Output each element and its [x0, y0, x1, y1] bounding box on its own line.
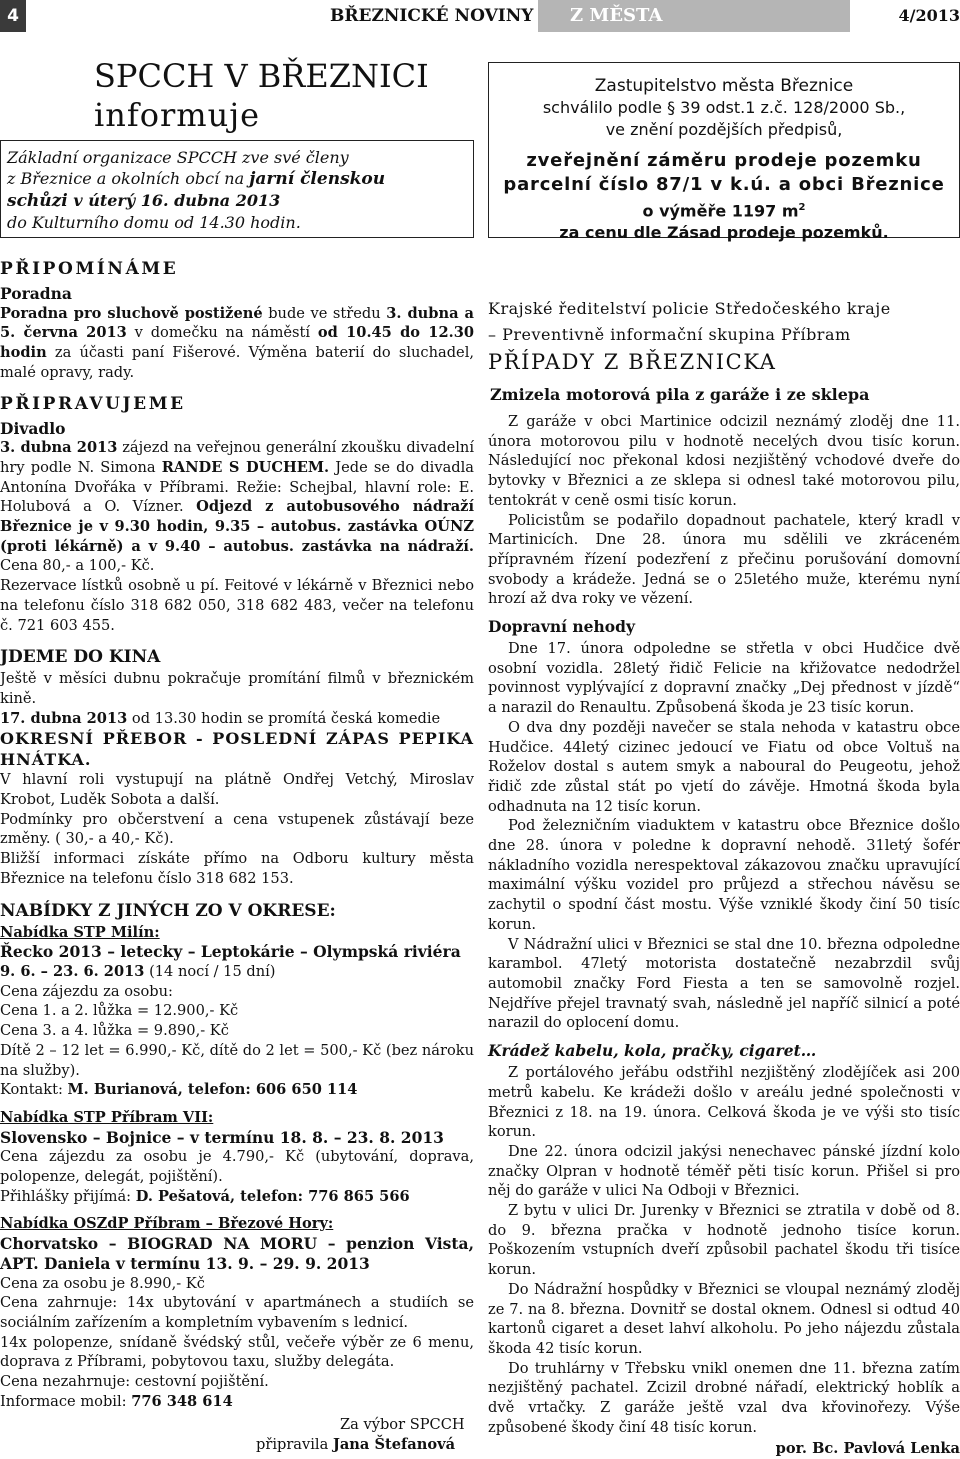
police-signature: por. Bc. Pavlová Lenka	[775, 1440, 960, 1458]
invite-line-3: schůzi v úterý 16. dubna 2013	[7, 191, 281, 211]
council-line-4: zveřejnění záměru prodeje pozemku	[526, 150, 922, 171]
story-2-p4: V Nádražní ulici v Březnici se stal dne 10. března odpoledne karambol. 47letý motorista dostatečně nezabrzdil svůj automobil značky Ford Fiesta a ten se samovolně rozjel. Nejdříve přejel travnatý svah, následně jel napříč silnicí a poté narazil do oplocení domu.	[488, 935, 960, 1032]
divadlo-reservation: Rezervace lístků osobně u pí. Feitové v lékárně v Březnici nebo na telefonu číslo 318 682 050, 318 682 483, večer na telefonu č. 721 603 455.	[0, 577, 474, 634]
divadlo-text: 3. dubna 2013 zájezd na veřejnou generální zkoušku divadelní hry podle N. Simona RANDE S DUCHEM. Jede se do divadla Antonína Dvořáka v Příbrami. Režie: Schejbal, hlavní role: E. Holubová a O. Vízner. Odjezd z autobusového nádraží Březnice je v 9.30 hodin, 9.35 – autobus. zastávka OÚNZ (proti lékárně) a v 9.40 – autobus. zastávka na nádraží. Cena 80,- a 100,- Kč.	[0, 439, 475, 575]
issue-number: 4/2013	[898, 6, 960, 25]
invitation-box	[0, 140, 474, 238]
kino-text-5: Bližší informaci získáte přímo na Odboru kultury města Březnice na telefonu číslo 318 682 153.	[0, 850, 474, 887]
council-line-7: za cenu dle Zásad prodeje pozemků.	[559, 223, 889, 243]
pripravujeme-heading: PŘIPRAVUJEME	[0, 393, 186, 414]
offer-3-line-2: Cena zahrnuje: 14x ubytování v apartmánech a studiích se sociálním zařízením a kompletním vybavením s lednicí.	[0, 1294, 474, 1331]
nabidky-heading: NABÍDKY Z JINÝCH ZO V OKRESE:	[0, 900, 336, 921]
newspaper-title: BŘEZNICKÉ NOVINY	[330, 6, 534, 26]
police-org: Krajské ředitelství policie Středočeského kraje – Preventivně informační skupina Příbram	[488, 299, 891, 344]
offer-1-line-4: Dítě 2 – 12 let = 6.990,- Kč, dítě do 2 let = 500,- Kč (bez nároku na služby).	[0, 1041, 474, 1079]
spcc-title: SPCCH V BŘEZNICI	[94, 57, 429, 95]
offer-3-mobile: Informace mobil: 776 348 614	[0, 1392, 233, 1410]
story-3-title: Krádež kabelu, kola, pračky, cigaret…	[488, 1041, 817, 1061]
offer-2-contact: Přihlášky přijímá: D. Pešatová, telefon: 776 865 566	[0, 1187, 410, 1205]
signature-line-1: Za výbor SPCCH	[340, 1416, 465, 1434]
offer-1-line-3: Cena 3. a 4. lůžka = 9.890,- Kč	[0, 1022, 229, 1040]
pripominame-heading: PŘIPOMÍNÁME	[0, 259, 179, 279]
offer-1-contact: Kontakt: M. Burianová, telefon: 606 650 114	[0, 1081, 358, 1099]
offer-3-line-4: Cena nezahrnuje: cestovní pojištění.	[0, 1373, 269, 1391]
police-heading: PŘÍPADY Z BŘEZNICKA	[488, 350, 777, 374]
offer-1-line-1: Cena zájezdu za osobu:	[0, 982, 173, 1000]
story-2-p1: Dne 17. února odpoledne se střetla v obci Hudčice dvě osobní vozidla. 28letý řidič Felicie na křižovatce nedodržel povinnost vyplývající z dopravní značky „Dej přednost v jízdě“ a narazil do Renaultu. Způsobená škoda je 23 tisíc korun.	[488, 640, 960, 717]
kino-text-1: Ještě v měsíci dubnu pokračuje promítání filmů v březnickém kině.	[0, 670, 474, 707]
offer-1-line-2: Cena 1. a 2. lůžka = 12.900,- Kč	[0, 1002, 239, 1020]
story-2-p2: O dva dny později navečer se stala nehoda v katastru obce Hudčice. 44letý cizinec jedoucí ve Fiatu od obce Voltuš na Roželov dostal s autem smyk a naboural do Peugeotu, jehož řidič zde zůstal stát po vjetí do závěje. Hmotná škoda byla odhadnuta na 12 tisíc korun.	[488, 718, 960, 815]
offer-1-title: Řecko 2013 – letecky – Leptokárie – Olympská riviéra	[0, 942, 461, 962]
council-line-5: parcelní číslo 87/1 v k.ú. a obci Březnice	[503, 174, 945, 195]
invite-line-1: Základní organizace SPCCH zve své členy	[7, 148, 349, 167]
offer-3-title: Chorvatsko – BIOGRAD NA MORU – penzion Vista, APT. Daniela v termínu 13. 9. – 29. 9. 2013	[0, 1234, 474, 1273]
kino-text-2: 17. dubna 2013 od 13.30 hodin se promítá česká komedie	[0, 709, 441, 727]
spcc-subtitle: informuje	[94, 96, 261, 134]
kino-heading: JDEME DO KINA	[0, 647, 161, 668]
council-line-3: ve znění pozdějších předpisů,	[605, 120, 843, 139]
offer-1-date: 9. 6. – 23. 6. 2013 (14 nocí / 15 dní)	[0, 962, 276, 980]
page-header	[0, 0, 960, 32]
story-3-p3: Z bytu v ulici Dr. Jurenky v Březnici se ztratila v době od 8. do 9. března pračka v hodnotě jednoho tisíce korun. Poškozením vstupních dveří způsobil pachatel škodu tři tisíce korun.	[488, 1202, 960, 1279]
story-1-p2: Policistům se podařilo dopadnout pachatele, který kradl v Martinicích. Dne 28. února mu sdělili ve zkráceném přípravném řízení podezření z přečinu porušování domovní svobody a krádeže. Jedná se o 25letého muže, kterému nyní hrozí až dva roky ve vězení.	[488, 511, 960, 608]
poradna-heading: Poradna	[0, 284, 72, 303]
offer-2-org: Nabídka STP Příbram VII:	[0, 1108, 214, 1126]
offer-2-line-1: Cena zájezdu za osobu je 4.790,- Kč (ubytování, doprava, polopenze, delegát, pojištění).	[0, 1148, 474, 1186]
page-number: 4	[0, 0, 26, 32]
kino-text-3: V hlavní roli vystupují na plátně Ondřej Vetchý, Miroslav Krobot, Luděk Sobota a další.	[0, 771, 474, 809]
offer-1-org: Nabídka STP Milín:	[0, 923, 160, 941]
kino-text-4: Podmínky pro občerstvení a cena vstupenek zůstávají beze změny. ( 30,- a 40,- Kč).	[0, 810, 474, 848]
story-3-p1: Z portálového jeřábu odstřihl nezjištěný zlodějíček asi 200 metrů kabelu. Ke krádeži došlo v areálu jedné společnosti v Březnici z 18. na 19. února. Celková škoda je ve výši sto tisíc korun.	[488, 1064, 960, 1141]
story-3-p5: Do truhlárny v Třebsku vnikl onemen dne 11. března zatím nezjištěný pachatel. Zcizil drobné nářadí, elektrický hoblík a dvě vrtačky. Z garáže ještě vzal dva křovinořezy. Výše způsobené škody činí 48 tisíc korun.	[488, 1359, 960, 1436]
council-line-2: schválilo podle § 39 odst.1 z.č. 128/2000 Sb.,	[542, 98, 906, 117]
right-column-text	[488, 412, 960, 1459]
poradna-text: Poradna pro sluchově postižené bude ve středu 3. dubna a 5. června 2013 v domečku na náměstí od 10.45 do 12.30 hodin za účasti paní Fišerové. Výměna baterií do sluchadel, malé opravy, rady.	[0, 304, 475, 381]
council-notice-box	[488, 62, 960, 243]
offer-3-line-1: Cena za osobu je 8.990,- Kč	[0, 1274, 205, 1292]
invite-line-2: z Březnice a okolních obcí na jarní členskou	[7, 169, 386, 189]
story-3-p2: Dne 22. února odcizil jakýsi nenechavec pánské jízdní kolo značky Olpran v hodnotě téměř pěti tisíc korun. Přišel si pro něj do garáže v ulici Na Odboji v Březnici.	[488, 1142, 960, 1200]
offer-2-title: Slovensko – Bojnice – v termínu 18. 8. – 23. 8. 2013	[0, 1127, 444, 1147]
divadlo-heading: Divadlo	[0, 418, 66, 438]
invite-line-4: do Kulturního domu od 14.30 hodin.	[7, 213, 301, 232]
story-2-title: Dopravní nehody	[488, 617, 635, 637]
offer-3-line-3: 14x polopenze, snídaně švédský stůl, večeře výběr ze 6 menu, doprava z Příbrami, pobytovou taxu, služby delegáta.	[0, 1333, 474, 1371]
story-3-p4: Do Nádražní hospůdky v Březnici se vloupal neznámý zloděj ze 7. na 8. března. Dovnitř se dostal oknem. Odnesl si odtud 40 kartonů cigaret a deset lahví alkoholu. Po jeho nájezdu zůstala škoda 42 tisíc korun.	[488, 1280, 960, 1357]
left-column-text	[0, 252, 474, 1455]
signature-line-2: připravila Jana Štefanová	[256, 1436, 456, 1454]
story-1-title: Zmizela motorová pila z garáže i ze sklepa	[490, 385, 870, 404]
council-line-6: o výměře 1197 $m^2$	[642, 201, 806, 221]
story-2-p3: Pod železničním viaduktem v katastru obce Březnice došlo dne 28. února v poledne k dopravní nehodě. 31letý šofér nákladního vozidla nerespektoval zákazovou značku upravující maximální výšku vozidel pro průjezd a střechou návěsu se zachytil o spodní část mostu. Výše vzniklé škody činí 50 tisíc korun.	[488, 817, 960, 933]
council-line-1: Zastupitelstvo města Březnice	[594, 76, 854, 96]
story-1-p1: Z garáže v obci Martinice odcizil neznámý zloděj dne 11. února motorovou pilu v hodnotě necelých dvou tisíc korun. Následující noc překonal kdosi nezjištěný vchodové dveře do bytovky v Březnici a ze sklepa si odnesl také motorovou pilu, tentokrát v ceně osmi tisíc korun.	[488, 413, 960, 509]
kino-film: OKRESNÍ PŘEBOR - POSLEDNÍ ZÁPAS PEPIKA HNÁTKA.	[0, 729, 474, 770]
section-title: Z MĚSTA	[538, 0, 850, 32]
offer-3-org: Nabídka OSZdP Příbram – Březové Hory:	[0, 1215, 334, 1233]
